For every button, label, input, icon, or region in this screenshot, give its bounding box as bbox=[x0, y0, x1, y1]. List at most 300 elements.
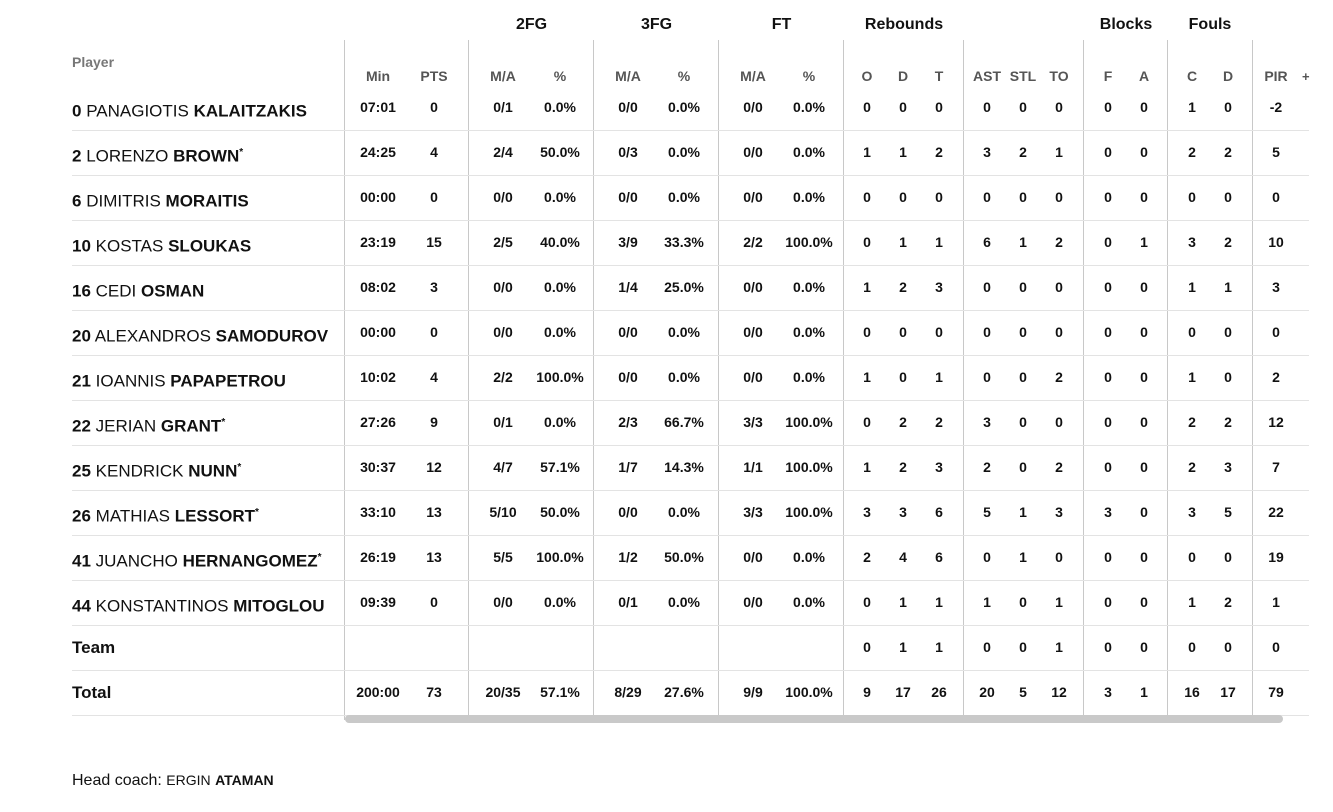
stat-stl: 1 bbox=[1019, 549, 1027, 565]
stat-reb-t: 0 bbox=[935, 189, 943, 205]
stat-fg3-pct: 50.0% bbox=[664, 549, 704, 565]
stat-to: 2 bbox=[1055, 369, 1063, 385]
stat-foul-c: 1 bbox=[1188, 279, 1196, 295]
stat-fg3-pct: 14.3% bbox=[664, 459, 704, 475]
group-2fg: 2FG bbox=[515, 16, 548, 33]
stat-foul-c: 0 bbox=[1188, 324, 1196, 340]
player-row bbox=[72, 130, 1309, 176]
stat-ft-pct: 100.0% bbox=[785, 504, 833, 520]
stat-pts: 15 bbox=[426, 234, 442, 250]
stat-blk-f: 0 bbox=[1104, 369, 1112, 385]
stat-foul-c: 0 bbox=[1188, 639, 1196, 655]
player-number: 0 bbox=[72, 101, 82, 121]
stat-fg2-pct: 57.1% bbox=[540, 684, 580, 700]
stat-stl: 0 bbox=[1019, 189, 1027, 205]
stat-fg2-pct: 0.0% bbox=[544, 279, 576, 295]
stat-stl: 0 bbox=[1019, 594, 1027, 610]
stat-min: 07:01 bbox=[360, 99, 396, 115]
stat-ast: 20 bbox=[979, 684, 995, 700]
stat-foul-d: 5 bbox=[1224, 504, 1232, 520]
stat-reb-d: 1 bbox=[899, 594, 907, 610]
stat-foul-d: 2 bbox=[1224, 234, 1232, 250]
stat-reb-d: 17 bbox=[895, 684, 911, 700]
stat-pts: 4 bbox=[430, 369, 438, 385]
player-number: 6 bbox=[72, 191, 82, 211]
stat-min: 27:26 bbox=[360, 414, 396, 430]
stat-reb-d: 1 bbox=[899, 639, 907, 655]
starter-mark: * bbox=[239, 147, 244, 158]
stat-pir: 3 bbox=[1272, 279, 1280, 295]
stat-ft-pct: 100.0% bbox=[785, 459, 833, 475]
stat-reb-t: 1 bbox=[935, 639, 943, 655]
stat-reb-t: 1 bbox=[935, 369, 943, 385]
stat-ft-pct: 0.0% bbox=[793, 189, 825, 205]
head-coach-first-name: ERGIN bbox=[166, 772, 211, 788]
group-rebounds: Rebounds bbox=[864, 16, 944, 33]
player-name[interactable] bbox=[72, 400, 225, 445]
stat-reb-d: 0 bbox=[899, 189, 907, 205]
stat-pts: 0 bbox=[430, 99, 438, 115]
stat-pir: 22 bbox=[1268, 504, 1284, 520]
stat-fg2-ma: 2/5 bbox=[493, 234, 513, 250]
head-coach bbox=[72, 772, 274, 790]
stat-fg2-ma: 4/7 bbox=[493, 459, 513, 475]
stat-stl: 0 bbox=[1019, 99, 1027, 115]
stat-fg3-pct: 0.0% bbox=[668, 324, 700, 340]
player-first-name: ALEXANDROS bbox=[94, 326, 211, 346]
more-columns-indicator[interactable]: + bbox=[1302, 69, 1310, 84]
col-header-ft-ma[interactable]: M/A bbox=[740, 68, 766, 84]
stat-pts: 3 bbox=[430, 279, 438, 295]
player-first-name: CEDI bbox=[95, 281, 137, 301]
stat-pts: 12 bbox=[426, 459, 442, 475]
player-row bbox=[72, 445, 1309, 491]
stat-foul-c: 2 bbox=[1188, 414, 1196, 430]
stat-foul-d: 0 bbox=[1224, 189, 1232, 205]
stat-stl: 5 bbox=[1019, 684, 1027, 700]
stat-fg3-pct bbox=[650, 625, 718, 670]
stat-blk-a: 0 bbox=[1140, 144, 1148, 160]
stat-ast: 0 bbox=[983, 324, 991, 340]
stat-pir: 0 bbox=[1272, 639, 1280, 655]
stat-blk-f: 3 bbox=[1104, 504, 1112, 520]
stat-ft-ma: 0/0 bbox=[743, 369, 763, 385]
player-row bbox=[72, 265, 1309, 311]
starter-mark: * bbox=[255, 507, 259, 518]
player-last-name: PAPAPETROU bbox=[170, 371, 286, 391]
stat-fg3-ma: 1/7 bbox=[618, 459, 638, 475]
player-number: 44 bbox=[72, 596, 91, 616]
stat-fg3-pct: 0.0% bbox=[668, 99, 700, 115]
stat-ft-pct: 0.0% bbox=[793, 369, 825, 385]
stat-min: 23:19 bbox=[360, 234, 396, 250]
stat-reb-t: 26 bbox=[931, 684, 947, 700]
player-name[interactable] bbox=[72, 265, 204, 310]
stat-blk-f: 0 bbox=[1104, 549, 1112, 565]
stat-blk-f: 0 bbox=[1104, 234, 1112, 250]
stat-ft-pct: 0.0% bbox=[793, 324, 825, 340]
stat-stl: 1 bbox=[1019, 504, 1027, 520]
col-header-foul-d[interactable]: D bbox=[1222, 68, 1234, 84]
stat-stl: 0 bbox=[1019, 459, 1027, 475]
stat-pts: 9 bbox=[430, 414, 438, 430]
stat-fg3-ma: 0/0 bbox=[618, 99, 638, 115]
stat-fg2-pct: 0.0% bbox=[544, 99, 576, 115]
stat-ast: 3 bbox=[983, 144, 991, 160]
stat-reb-d: 0 bbox=[899, 369, 907, 385]
stat-foul-d: 2 bbox=[1224, 594, 1232, 610]
stat-reb-d: 1 bbox=[899, 144, 907, 160]
stat-blk-f: 0 bbox=[1104, 99, 1112, 115]
player-last-name: MITOGLOU bbox=[233, 596, 325, 616]
stat-to: 0 bbox=[1055, 549, 1063, 565]
player-name[interactable] bbox=[72, 535, 322, 580]
stat-reb-o: 0 bbox=[863, 639, 871, 655]
stat-reb-o: 0 bbox=[863, 414, 871, 430]
stat-foul-c: 0 bbox=[1188, 189, 1196, 205]
col-header-stl[interactable]: STL bbox=[1009, 68, 1037, 84]
stat-pir: 1 bbox=[1272, 594, 1280, 610]
stat-pts bbox=[400, 625, 468, 670]
stat-ast: 0 bbox=[983, 369, 991, 385]
stat-reb-o: 1 bbox=[863, 459, 871, 475]
stat-stl: 1 bbox=[1019, 234, 1027, 250]
stat-blk-a: 0 bbox=[1140, 189, 1148, 205]
player-name[interactable] bbox=[72, 130, 243, 175]
col-header-fg3-pct[interactable]: % bbox=[677, 68, 691, 84]
stat-fg3-pct: 0.0% bbox=[668, 144, 700, 160]
player-last-name: KALAITZAKIS bbox=[193, 101, 307, 121]
stat-fg2-pct: 0.0% bbox=[544, 414, 576, 430]
stat-pts: 4 bbox=[430, 144, 438, 160]
group-3fg: 3FG bbox=[640, 16, 673, 33]
stat-ft-ma: 0/0 bbox=[743, 99, 763, 115]
player-row bbox=[72, 580, 1309, 626]
col-header-fg2-ma[interactable]: M/A bbox=[490, 68, 516, 84]
stat-foul-c: 0 bbox=[1188, 549, 1196, 565]
stat-ast: 1 bbox=[983, 594, 991, 610]
stat-fg2-pct: 50.0% bbox=[540, 144, 580, 160]
stat-blk-a: 0 bbox=[1140, 324, 1148, 340]
stat-fg3-pct: 0.0% bbox=[668, 594, 700, 610]
stat-fg2-pct: 57.1% bbox=[540, 459, 580, 475]
player-row bbox=[72, 85, 1309, 131]
player-row bbox=[72, 490, 1309, 536]
player-first-name: MATHIAS bbox=[95, 506, 170, 526]
player-last-name: LESSORT bbox=[174, 506, 255, 526]
player-name[interactable] bbox=[72, 85, 307, 130]
player-first-name: IOANNIS bbox=[95, 371, 166, 391]
stat-reb-t: 1 bbox=[935, 594, 943, 610]
stat-to: 2 bbox=[1055, 459, 1063, 475]
stat-min: 08:02 bbox=[360, 279, 396, 295]
team-label: Team bbox=[72, 638, 116, 657]
player-first-name: JUANCHO bbox=[95, 551, 178, 571]
stat-blk-a: 0 bbox=[1140, 639, 1148, 655]
total-label: Total bbox=[72, 683, 112, 702]
player-number: 41 bbox=[72, 551, 91, 571]
stat-min: 00:00 bbox=[360, 324, 396, 340]
stat-to: 0 bbox=[1055, 324, 1063, 340]
stat-fg2-pct: 0.0% bbox=[544, 324, 576, 340]
player-first-name: KOSTAS bbox=[95, 236, 164, 256]
stat-foul-c: 1 bbox=[1188, 369, 1196, 385]
head-coach-label: Head coach: bbox=[72, 772, 162, 789]
stat-reb-o: 1 bbox=[863, 144, 871, 160]
stat-ft-pct: 0.0% bbox=[793, 144, 825, 160]
player-number: 20 bbox=[72, 326, 91, 346]
stat-pts: 0 bbox=[430, 594, 438, 610]
col-header-fg2-pct[interactable]: % bbox=[553, 68, 567, 84]
stat-fg2-ma: 20/35 bbox=[485, 684, 521, 700]
player-number: 21 bbox=[72, 371, 91, 391]
stat-blk-a: 0 bbox=[1140, 414, 1148, 430]
stat-fg2-ma: 0/1 bbox=[493, 99, 513, 115]
stat-fg2-ma: 2/2 bbox=[493, 369, 513, 385]
stat-blk-f: 0 bbox=[1104, 189, 1112, 205]
stat-reb-t: 2 bbox=[935, 414, 943, 430]
stat-reb-o: 3 bbox=[863, 504, 871, 520]
player-name[interactable] bbox=[72, 310, 328, 355]
stat-pir: 2 bbox=[1272, 369, 1280, 385]
col-header-pir[interactable]: PIR bbox=[1264, 68, 1288, 84]
player-last-name: NUNN bbox=[188, 461, 238, 481]
stat-to: 3 bbox=[1055, 504, 1063, 520]
stat-foul-d: 0 bbox=[1224, 99, 1232, 115]
stat-pir: 5 bbox=[1272, 144, 1280, 160]
player-name[interactable] bbox=[72, 175, 249, 220]
stat-to: 1 bbox=[1055, 639, 1063, 655]
col-header-to[interactable]: TO bbox=[1049, 68, 1069, 84]
player-number: 26 bbox=[72, 506, 91, 526]
stat-reb-t: 0 bbox=[935, 99, 943, 115]
stat-fg3-ma: 0/0 bbox=[618, 504, 638, 520]
stat-fg2-pct: 0.0% bbox=[544, 594, 576, 610]
stat-ft-ma: 0/0 bbox=[743, 594, 763, 610]
stat-reb-d: 0 bbox=[899, 99, 907, 115]
col-header-reb-o[interactable]: O bbox=[861, 68, 873, 84]
player-number: 10 bbox=[72, 236, 91, 256]
stat-reb-t: 3 bbox=[935, 459, 943, 475]
stat-ast: 0 bbox=[983, 639, 991, 655]
player-first-name: DIMITRIS bbox=[86, 191, 161, 211]
stat-foul-d: 1 bbox=[1224, 279, 1232, 295]
col-header-min[interactable]: Min bbox=[365, 68, 391, 84]
stat-blk-a: 0 bbox=[1140, 459, 1148, 475]
stat-pir: 79 bbox=[1268, 684, 1284, 700]
stat-min: 24:25 bbox=[360, 144, 396, 160]
stat-fg3-pct: 0.0% bbox=[668, 369, 700, 385]
stat-reb-t: 1 bbox=[935, 234, 943, 250]
horizontal-scrollbar[interactable] bbox=[345, 715, 1283, 723]
stat-stl: 0 bbox=[1019, 279, 1027, 295]
stat-ft-ma: 3/3 bbox=[743, 504, 763, 520]
stat-reb-d: 0 bbox=[899, 324, 907, 340]
stat-pir: 7 bbox=[1272, 459, 1280, 475]
player-number: 2 bbox=[72, 146, 82, 166]
stat-blk-a: 0 bbox=[1140, 504, 1148, 520]
stat-foul-d: 2 bbox=[1224, 144, 1232, 160]
stat-fg2-ma: 2/4 bbox=[493, 144, 513, 160]
stat-ft-pct: 100.0% bbox=[785, 414, 833, 430]
player-first-name: LORENZO bbox=[86, 146, 169, 166]
stat-fg3-ma: 2/3 bbox=[618, 414, 638, 430]
stat-to: 12 bbox=[1051, 684, 1067, 700]
stat-reb-d: 2 bbox=[899, 459, 907, 475]
stat-foul-c: 2 bbox=[1188, 144, 1196, 160]
stat-reb-o: 9 bbox=[863, 684, 871, 700]
stat-to: 0 bbox=[1055, 189, 1063, 205]
stat-stl: 0 bbox=[1019, 414, 1027, 430]
stat-reb-d: 2 bbox=[899, 414, 907, 430]
stat-fg2-ma: 0/0 bbox=[493, 594, 513, 610]
stat-ast: 2 bbox=[983, 459, 991, 475]
stat-fg2-ma: 0/0 bbox=[493, 324, 513, 340]
stat-ft-pct: 0.0% bbox=[793, 549, 825, 565]
stat-reb-o: 0 bbox=[863, 189, 871, 205]
stat-fg2-pct: 40.0% bbox=[540, 234, 580, 250]
stat-reb-o: 0 bbox=[863, 99, 871, 115]
stat-fg2-ma: 5/10 bbox=[489, 504, 517, 520]
starter-mark: * bbox=[237, 462, 242, 473]
player-name[interactable] bbox=[72, 355, 286, 400]
stat-ast: 6 bbox=[983, 234, 991, 250]
col-header-foul-c[interactable]: C bbox=[1186, 68, 1198, 84]
stat-blk-f: 0 bbox=[1104, 459, 1112, 475]
group-blocks: Blocks bbox=[1099, 16, 1153, 33]
stat-reb-o: 2 bbox=[863, 549, 871, 565]
stat-min: 00:00 bbox=[360, 189, 396, 205]
stat-foul-d: 2 bbox=[1224, 414, 1232, 430]
stat-stl: 0 bbox=[1019, 324, 1027, 340]
player-first-name: KONSTANTINOS bbox=[95, 596, 229, 616]
stat-stl: 2 bbox=[1019, 144, 1027, 160]
player-last-name: GRANT bbox=[160, 416, 222, 436]
player-last-name: OSMAN bbox=[141, 281, 205, 301]
stat-ast: 0 bbox=[983, 549, 991, 565]
stat-foul-d: 3 bbox=[1224, 459, 1232, 475]
stat-blk-f: 0 bbox=[1104, 594, 1112, 610]
stat-fg2-ma: 0/1 bbox=[493, 414, 513, 430]
col-header-fg3-ma[interactable]: M/A bbox=[615, 68, 641, 84]
stat-fg3-ma: 0/0 bbox=[618, 189, 638, 205]
stat-blk-a: 1 bbox=[1140, 684, 1148, 700]
player-row bbox=[72, 310, 1309, 356]
stat-ft-ma: 1/1 bbox=[743, 459, 763, 475]
stat-blk-f: 0 bbox=[1104, 414, 1112, 430]
col-header-blk-f[interactable]: F bbox=[1103, 68, 1113, 84]
stat-pir: -2 bbox=[1269, 99, 1283, 115]
stat-min: 30:37 bbox=[360, 459, 396, 475]
stat-foul-c: 1 bbox=[1188, 594, 1196, 610]
stat-ft-pct: 100.0% bbox=[785, 234, 833, 250]
stat-min: 26:19 bbox=[360, 549, 396, 565]
player-first-name: PANAGIOTIS bbox=[86, 101, 189, 121]
player-name[interactable] bbox=[72, 445, 241, 490]
stat-reb-o: 0 bbox=[863, 324, 871, 340]
stat-to: 1 bbox=[1055, 594, 1063, 610]
player-row bbox=[72, 355, 1309, 401]
stat-ft-ma: 0/0 bbox=[743, 324, 763, 340]
stat-pts: 0 bbox=[430, 324, 438, 340]
stat-foul-d: 17 bbox=[1220, 684, 1236, 700]
stat-fg3-ma: 1/4 bbox=[618, 279, 638, 295]
starter-mark: * bbox=[221, 417, 226, 428]
stat-ast: 0 bbox=[983, 189, 991, 205]
stat-min: 33:10 bbox=[360, 504, 396, 520]
stat-stl: 0 bbox=[1019, 369, 1027, 385]
player-number: 22 bbox=[72, 416, 91, 436]
stat-ast: 0 bbox=[983, 99, 991, 115]
stat-ast: 3 bbox=[983, 414, 991, 430]
stat-ast: 5 bbox=[983, 504, 991, 520]
stat-blk-f: 0 bbox=[1104, 639, 1112, 655]
stat-ft-pct: 0.0% bbox=[793, 594, 825, 610]
stat-fg3-ma: 0/3 bbox=[618, 144, 638, 160]
stat-fg3-pct: 0.0% bbox=[668, 189, 700, 205]
stat-reb-d: 3 bbox=[899, 504, 907, 520]
player-name[interactable] bbox=[72, 220, 251, 265]
stat-fg2-pct: 100.0% bbox=[536, 369, 584, 385]
player-last-name: MORAITIS bbox=[165, 191, 249, 211]
stat-ft-ma: 3/3 bbox=[743, 414, 763, 430]
group-ft: FT bbox=[771, 16, 792, 33]
stat-fg2-ma: 0/0 bbox=[493, 279, 513, 295]
stat-pir: 0 bbox=[1272, 189, 1280, 205]
col-header-reb-t[interactable]: T bbox=[934, 68, 944, 84]
stat-reb-d: 2 bbox=[899, 279, 907, 295]
player-name[interactable] bbox=[72, 580, 325, 625]
player-row bbox=[72, 220, 1309, 266]
stat-reb-t: 2 bbox=[935, 144, 943, 160]
stat-pir: 19 bbox=[1268, 549, 1284, 565]
stat-pts: 13 bbox=[426, 549, 442, 565]
stat-reb-o: 1 bbox=[863, 369, 871, 385]
stat-ft-ma: 9/9 bbox=[743, 684, 763, 700]
col-header-reb-d[interactable]: D bbox=[897, 68, 909, 84]
stat-fg3-ma: 3/9 bbox=[618, 234, 638, 250]
stat-fg3-ma: 1/2 bbox=[618, 549, 638, 565]
player-first-name: JERIAN bbox=[95, 416, 157, 436]
player-last-name: SAMODUROV bbox=[215, 326, 329, 346]
stat-ft-ma: 0/0 bbox=[743, 144, 763, 160]
stat-reb-t: 0 bbox=[935, 324, 943, 340]
stat-min: 200:00 bbox=[356, 684, 400, 700]
stat-blk-a: 0 bbox=[1140, 594, 1148, 610]
stat-min: 10:02 bbox=[360, 369, 396, 385]
stat-blk-a: 0 bbox=[1140, 369, 1148, 385]
stat-foul-d: 0 bbox=[1224, 549, 1232, 565]
stat-foul-d: 0 bbox=[1224, 369, 1232, 385]
col-header-ast[interactable]: AST bbox=[973, 68, 1001, 84]
col-header-pts[interactable]: PTS bbox=[420, 68, 448, 84]
stat-to: 2 bbox=[1055, 234, 1063, 250]
player-last-name: BROWN bbox=[173, 146, 240, 166]
stat-reb-t: 6 bbox=[935, 504, 943, 520]
stat-fg2-pct bbox=[526, 625, 594, 670]
total-row bbox=[72, 670, 1309, 716]
stat-reb-o: 1 bbox=[863, 279, 871, 295]
stat-ast: 0 bbox=[983, 279, 991, 295]
stat-pts: 73 bbox=[426, 684, 442, 700]
col-header-ft-pct[interactable]: % bbox=[802, 68, 816, 84]
col-header-blk-a[interactable]: A bbox=[1138, 68, 1150, 84]
stat-fg3-pct: 0.0% bbox=[668, 504, 700, 520]
stat-pts: 13 bbox=[426, 504, 442, 520]
stat-fg3-ma: 0/0 bbox=[618, 324, 638, 340]
stat-to: 0 bbox=[1055, 99, 1063, 115]
player-name[interactable] bbox=[72, 490, 259, 535]
